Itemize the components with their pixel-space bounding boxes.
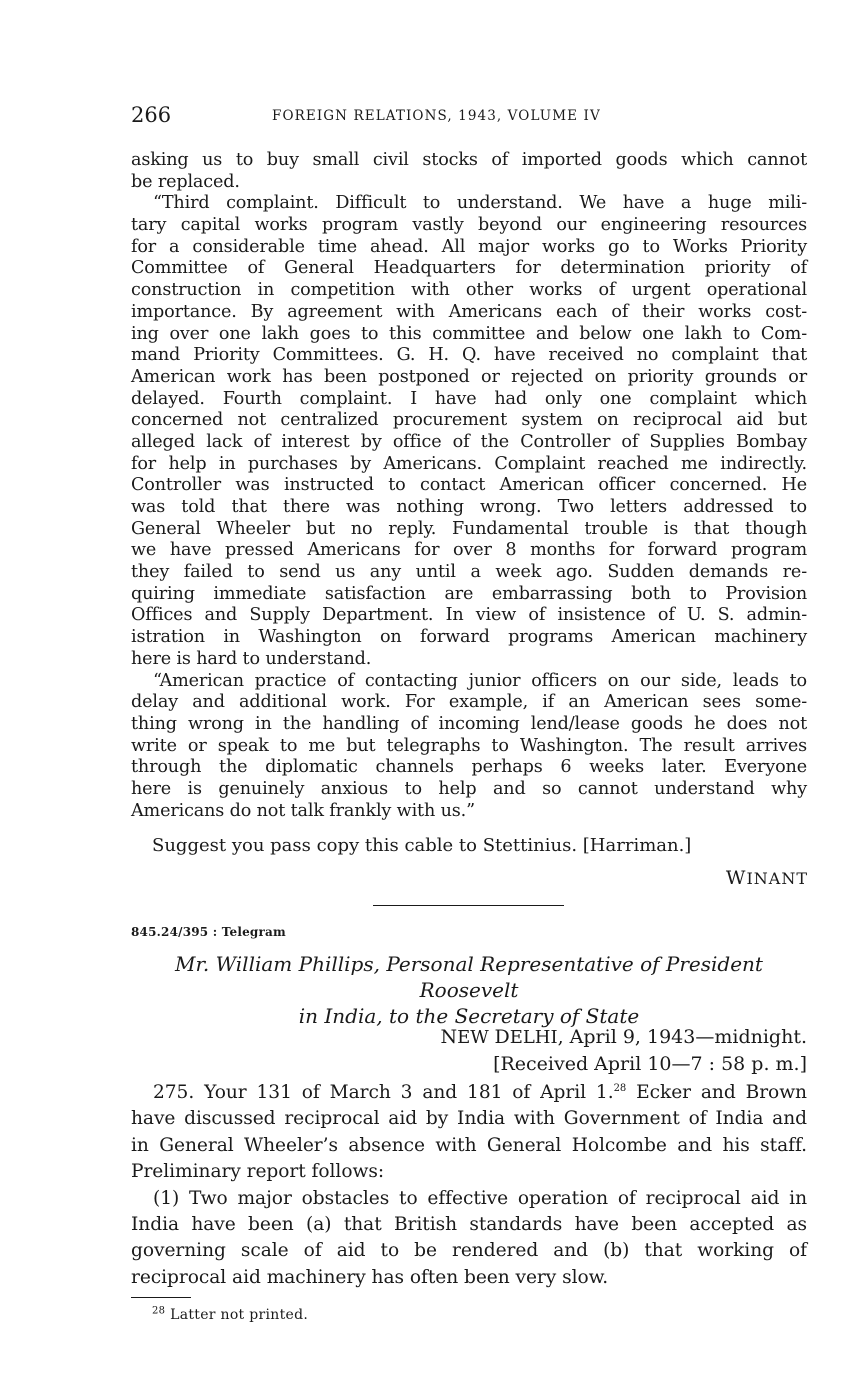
- footnote-marker: 28: [152, 1305, 166, 1317]
- text-line: through the diplomatic channels perhaps 6 weeks later. Everyone: [131, 757, 807, 778]
- text-line: delay and additional work. For example, if an American sees some-: [131, 692, 807, 713]
- text-line: istration in Washington on forward programs American machinery: [131, 627, 807, 648]
- place-initial-2: D: [494, 1026, 510, 1048]
- section-divider: [373, 905, 564, 906]
- text-line: Committee of General Headquarters for determination priority of: [131, 258, 807, 279]
- telegram-body: [131, 1080, 807, 1291]
- text-line: alleged lack of interest by office of the Controller of Supplies Bombay: [131, 431, 807, 452]
- text-line: reciprocal aid machinery has often been very slow.: [131, 1266, 609, 1288]
- signature: [726, 867, 808, 889]
- received-text: [Received April 10—7 : 58 p. m.]: [493, 1053, 807, 1075]
- signature-rest: INANT: [746, 869, 808, 888]
- continuation-text: [131, 150, 807, 822]
- file-reference: 845.24/395 : Telegram: [131, 925, 286, 939]
- place-mid: EW: [457, 1027, 495, 1048]
- footnote-divider: [131, 1297, 191, 1298]
- text-line: Controller was instructed to contact American officer concerned. He: [131, 475, 807, 496]
- closing-suggestion: Suggest you pass copy this cable to Stettinius. [Harriman.]: [152, 835, 692, 856]
- text-segment: 275. Your 131 of March 3 and 181 of April 1.: [153, 1082, 614, 1103]
- text-line: be replaced.: [131, 171, 240, 192]
- text-line: for a considerable time ahead. All major works go to Works Priority: [131, 236, 807, 257]
- text-line: American work has been postponed or rejected on priority grounds or: [131, 366, 807, 387]
- page-number: 266: [131, 103, 172, 127]
- title-line: in India, to the Secretary of State: [298, 1004, 640, 1028]
- page-header: [131, 103, 807, 131]
- text-line: delayed. Fourth complaint. I have had only one complaint which: [131, 388, 807, 409]
- text-line: Americans do not talk frankly with us.”: [131, 800, 475, 821]
- text-line: quiring immediate satisfaction are embarrassing both to Provision: [131, 583, 807, 604]
- dateline: [440, 1026, 807, 1048]
- text-line: thing wrong in the handling of incoming lend/lease goods he does not: [131, 713, 807, 734]
- place-initial: N: [440, 1026, 458, 1048]
- text-line: India have been (a) that British standards have been accepted as: [131, 1213, 807, 1235]
- title-line: Mr. William Phillips, Personal Representative of President Roosevelt: [175, 952, 763, 1002]
- text-line: governing scale of aid to be rendered and (b) that working of: [131, 1240, 807, 1262]
- text-line: mand Priority Committees. G. H. Q. have received no complaint that: [131, 345, 807, 366]
- text-line: (1) Two major obstacles to effective operation of reciprocal aid in: [153, 1187, 807, 1209]
- text-line: concerned not centralized procurement system on reciprocal aid but: [131, 410, 807, 431]
- text-line: here is hard to understand.: [131, 648, 372, 669]
- text-line: we have pressed Americans for over 8 months for forward program: [131, 540, 807, 561]
- footnote-text: Latter not printed.: [170, 1307, 309, 1323]
- text-line: General Wheeler but no reply. Fundamental trouble is that though: [131, 518, 807, 539]
- text-line: was told that there was nothing wrong. Two letters addressed to: [131, 497, 807, 517]
- footnote: [152, 1307, 308, 1323]
- text-line: have discussed reciprocal aid by India with Government of India and: [131, 1108, 807, 1130]
- footnote-ref: 28: [613, 1082, 627, 1094]
- text-line: in General Wheeler’s absence with General Holcombe and his staff.: [131, 1134, 807, 1156]
- text-line: “Third complaint. Difficult to understand. We have a huge mili-: [153, 193, 807, 214]
- text-line: importance. By agreement with Americans each of their works cost-: [131, 301, 807, 322]
- text-line: for help in purchases by Americans. Complaint reached me indirectly.: [131, 453, 807, 474]
- text-line: they failed to send us any until a week ago. Sudden demands re-: [131, 562, 807, 583]
- signature-initial: W: [725, 867, 747, 889]
- text-line: Offices and Supply Department. In view of insistence of U. S. admin-: [131, 605, 807, 626]
- document-title: [131, 951, 807, 1029]
- text-line: ing over one lakh goes to this committee and below one lakh to Com-: [131, 323, 807, 344]
- text-line: [131, 1080, 807, 1106]
- received-line: [493, 1053, 807, 1075]
- text-line: asking us to buy small civil stocks of imported goods which cannot: [131, 150, 807, 170]
- place-rest: ELHI: [509, 1027, 558, 1048]
- text-line: “American practice of contacting junior officers on our side, leads to: [153, 670, 807, 691]
- running-head: FOREIGN RELATIONS, 1943, VOLUME IV: [272, 108, 601, 124]
- text-line: construction in competition with other works of urgent operational: [131, 280, 807, 301]
- text-line: Preliminary report follows:: [131, 1161, 385, 1183]
- text-line: tary capital works program vastly beyond our engineering resources: [131, 215, 807, 236]
- text-line: here is genuinely anxious to help and so cannot understand why: [131, 778, 807, 799]
- text-line: write or speak to me but telegraphs to Washington. The result arrives: [131, 735, 807, 756]
- text-segment: Ecker and Brown: [636, 1082, 807, 1103]
- date-text: , April 9, 1943—midnight.: [557, 1026, 807, 1048]
